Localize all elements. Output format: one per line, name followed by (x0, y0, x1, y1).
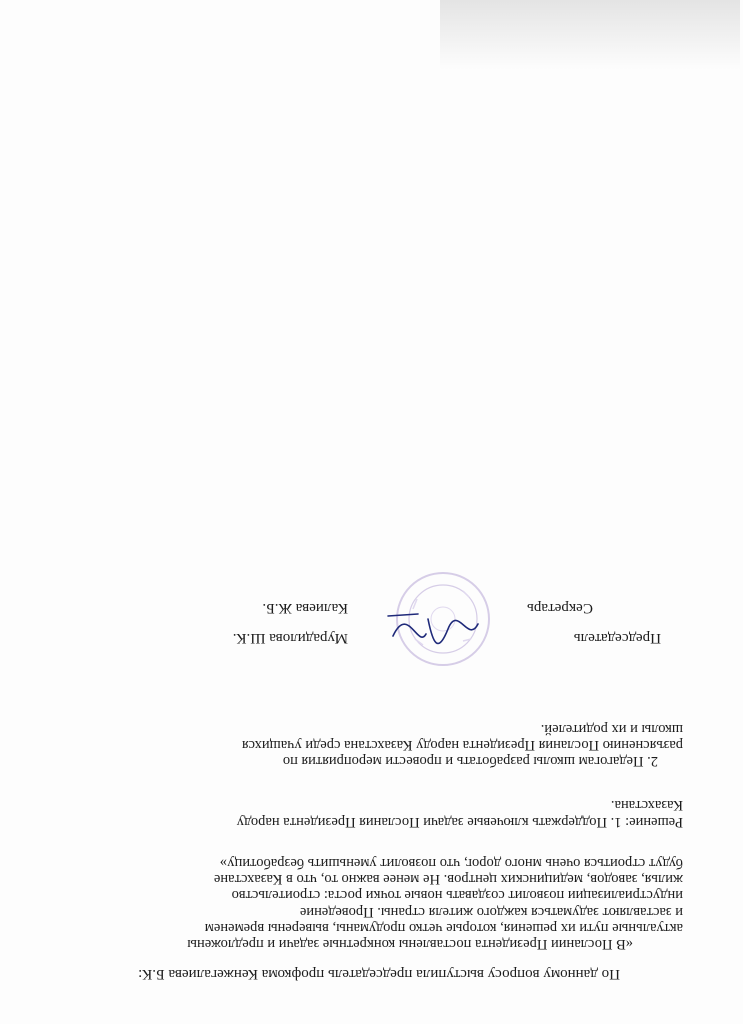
item2-line: 2. Педагогам школы разработать и провести мероприятия по (282, 753, 658, 769)
quote-line: индустриализации позволит создавать новые точки роста: строительство (231, 887, 683, 903)
chair-label: Председатель (573, 630, 661, 646)
intro-line: По данному вопросу выступила председатель профкома Кенжегалиева Б.К: (138, 966, 620, 982)
secretary-label: Секретарь (526, 600, 593, 616)
decision-line: Казахстана. (610, 797, 683, 813)
quote-line: жилья, заводов, медицинских центров. Не менее важно то, что в Казахстане (213, 871, 683, 887)
signature (378, 594, 488, 654)
quote-line: и заставляют задуматься каждого жителя страны. Проведение (299, 904, 683, 920)
quote-line: будут строиться очень много дорог, что позволит уменьшить безработицу» (219, 855, 683, 871)
item2-line: разъяснению Послания Президента народу Казахстана среди учащихся (241, 737, 683, 753)
chair-name: Мурадилова Ш.К. (232, 630, 348, 646)
decision-line: Решение: 1. Поддержать ключевые задачи Послания Президента народу (236, 814, 683, 830)
quote-line: «В Послании Президента поставлены конкретные задачи и предложены (187, 936, 633, 952)
secretary-name: Калиева Ж.Б. (262, 600, 348, 616)
item2-line: школы и их родителей. (540, 721, 683, 737)
quote-line: актуальные пути их решения, которые четко продуманы, выверены временем (204, 920, 683, 936)
